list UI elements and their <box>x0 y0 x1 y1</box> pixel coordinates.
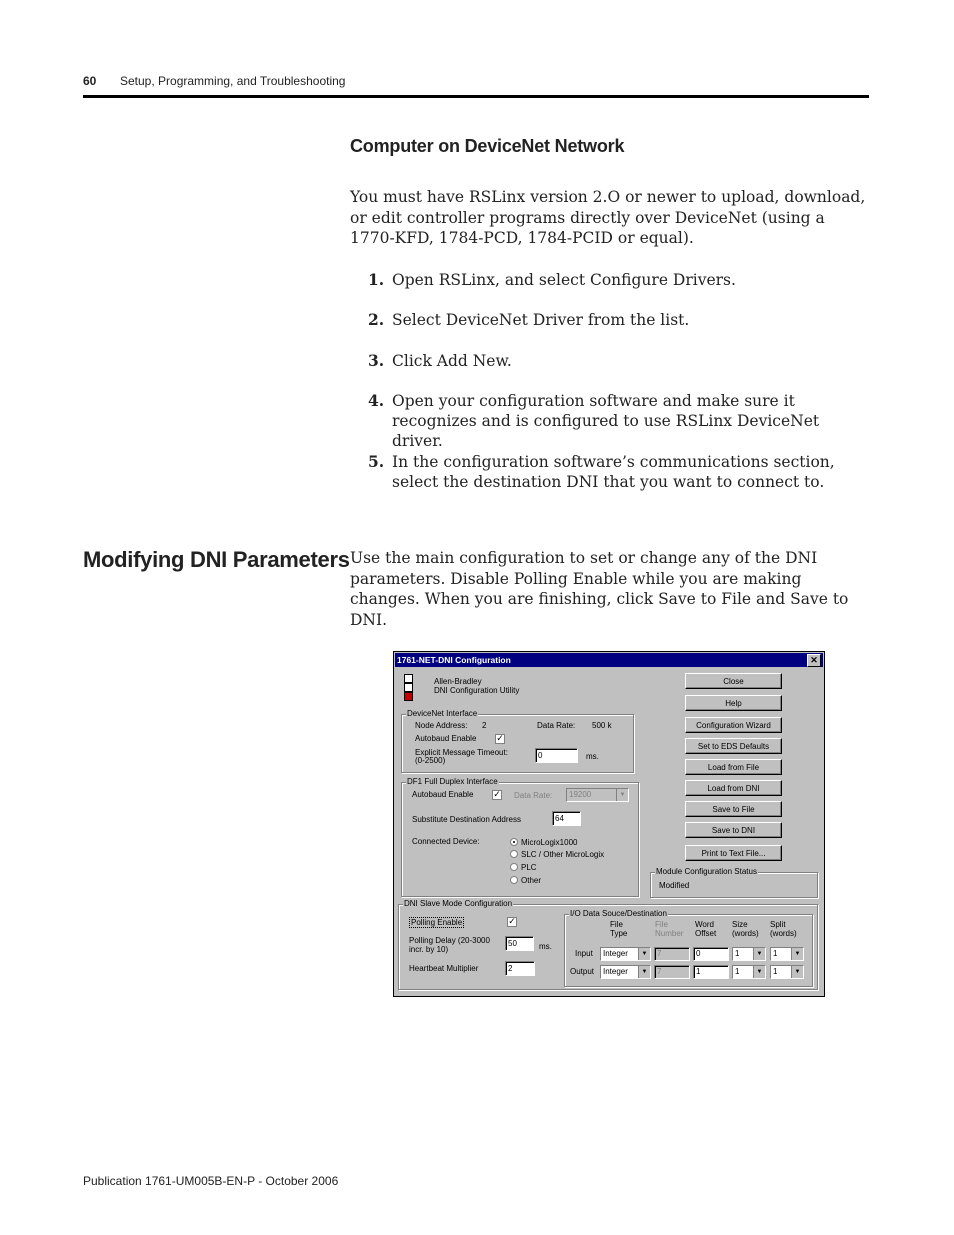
step-2 <box>368 310 868 330</box>
header-rule <box>83 95 869 98</box>
devicenet-group <box>401 709 634 773</box>
input-file-type-select[interactable] <box>600 947 651 961</box>
step-5 <box>368 452 868 492</box>
module-status-value: Modified <box>659 881 690 890</box>
col-split: Split <box>770 920 786 929</box>
output-row-label: Output <box>570 967 595 976</box>
polling-enable-label: Polling Enable <box>411 918 463 927</box>
polling-delay-input[interactable]: 50 <box>505 936 534 951</box>
data-rate-label: Data Rate: <box>537 721 576 730</box>
heartbeat-input[interactable]: 2 <box>505 961 535 976</box>
explicit-timeout-range: (0-2500) <box>415 756 446 765</box>
chevron-down-icon: ▼ <box>753 948 765 960</box>
input-size-select[interactable] <box>732 947 766 961</box>
device-option-label: PLC <box>521 863 537 872</box>
step-1 <box>368 270 868 290</box>
polling-delay-unit: ms. <box>539 942 552 951</box>
subst-dest-label: Substitute Destination Address <box>412 815 521 824</box>
col-size: Size <box>732 920 748 929</box>
explicit-timeout-input[interactable]: 0 <box>535 748 578 763</box>
io-group-title: I/O Data Souce/Destination <box>570 909 667 918</box>
chevron-down-icon: ▼ <box>616 789 628 801</box>
node-address-label: Node Address: <box>415 721 468 730</box>
polling-enable-checkbox[interactable]: ✓ <box>508 917 516 927</box>
df1-data-rate-select[interactable] <box>566 788 629 802</box>
close-icon[interactable]: ✕ <box>807 654 821 667</box>
save-to-dni-button[interactable]: Save to DNI <box>685 822 782 838</box>
eds-defaults-button[interactable]: Set to EDS Defaults <box>685 738 782 754</box>
ab-logo-icon <box>404 674 418 700</box>
input-split-select[interactable] <box>770 947 804 961</box>
chevron-down-icon: ▼ <box>791 966 803 978</box>
output-file-number-input[interactable]: 7 <box>654 965 690 979</box>
explicit-timeout-unit: ms. <box>586 752 599 761</box>
radio-other[interactable] <box>510 876 518 884</box>
step-text: Open RSLinx, and select Configure Drivers. <box>392 271 736 289</box>
load-from-dni-button[interactable]: Load from DNI <box>685 780 782 796</box>
output-size-value: 1 <box>735 967 740 976</box>
output-file-type-select[interactable] <box>600 965 651 979</box>
connected-device-label: Connected Device: <box>412 837 480 846</box>
chevron-down-icon: ▼ <box>638 966 650 978</box>
subst-dest-input[interactable]: 64 <box>552 811 581 826</box>
df1-group <box>401 777 639 897</box>
polling-delay-range: incr. by 10) <box>409 945 449 954</box>
data-rate-value: 500 k <box>592 721 612 730</box>
help-button[interactable]: Help <box>685 695 782 711</box>
output-split-select[interactable] <box>770 965 804 979</box>
explicit-timeout-label: Explicit Message Timeout: <box>415 748 508 757</box>
col-file-type: File <box>610 920 623 929</box>
col-file-type-sub: Type <box>610 929 628 938</box>
step-text: Select DeviceNet Driver from the list. <box>392 311 690 329</box>
col-file-number: File <box>655 920 668 929</box>
device-option-label: SLC / Other MicroLogix <box>521 850 605 859</box>
df1-data-rate-value: 19200 <box>569 790 592 799</box>
dialog-title: 1761-NET-DNI Configuration <box>397 655 511 665</box>
step-number: 2. <box>368 310 385 329</box>
page-number: 60 <box>83 74 97 88</box>
col-split-sub: (words) <box>770 929 797 938</box>
col-word-offset-sub: Offset <box>695 929 717 938</box>
computer-heading: Computer on DeviceNet Network <box>350 136 625 156</box>
output-split-value: 1 <box>773 967 778 976</box>
input-file-type-value: Integer <box>603 949 628 958</box>
slave-mode-group <box>398 899 818 990</box>
input-word-offset-input[interactable]: 0 <box>693 947 729 961</box>
publication-footer: Publication 1761-UM005B-EN-P - October 2006 <box>83 1174 339 1188</box>
step-3 <box>368 351 868 371</box>
df1-autobaud-label: Autobaud Enable <box>412 790 474 799</box>
close-button[interactable]: Close <box>685 673 782 689</box>
radio-slc-micrologix[interactable] <box>510 850 518 858</box>
col-word-offset: Word <box>695 920 714 929</box>
df1-autobaud-checkbox[interactable]: ✓ <box>493 790 501 800</box>
output-word-offset-input[interactable]: 1 <box>693 965 729 979</box>
brand-line2: DNI Configuration Utility <box>434 686 520 695</box>
step-text: Click Add New. <box>392 352 512 370</box>
step-text: In the configuration software’s communications section, select the destination DNI that you want to connect to. <box>392 453 835 491</box>
step-number: 4. <box>368 391 385 410</box>
radio-micrologix1000[interactable] <box>510 838 518 846</box>
slave-mode-title: DNI Slave Mode Configuration <box>404 899 513 908</box>
module-status-title: Module Configuration Status <box>656 867 757 876</box>
dni-config-dialog <box>393 651 825 997</box>
device-option-label: Other <box>521 876 542 885</box>
dn-autobaud-checkbox[interactable]: ✓ <box>496 734 504 744</box>
io-group <box>564 909 813 987</box>
load-from-file-button[interactable]: Load from File <box>685 759 782 775</box>
df1-data-rate-label: Data Rate: <box>514 791 553 800</box>
df1-group-title: DF1 Full Duplex Interface <box>407 777 498 786</box>
input-split-value: 1 <box>773 949 778 958</box>
col-size-sub: (words) <box>732 929 759 938</box>
print-to-text-file-button[interactable]: Print to Text File... <box>685 845 782 861</box>
chevron-down-icon: ▼ <box>753 966 765 978</box>
configuration-wizard-button[interactable]: Configuration Wizard <box>685 717 782 733</box>
devicenet-group-title: DeviceNet Interface <box>407 709 478 718</box>
device-option-label: MicroLogix1000 <box>521 838 578 847</box>
dn-autobaud-label: Autobaud Enable <box>415 734 477 743</box>
input-file-number-input[interactable]: 7 <box>654 947 690 961</box>
output-file-type-value: Integer <box>603 967 628 976</box>
computer-intro: You must have RSLinx version 2.O or newer to upload, download, or edit controller programs directly over DeviceNet (using a 1770-KFD, 1784-PCD, 1784-PCID or equal). <box>350 188 866 247</box>
chevron-down-icon: ▼ <box>791 948 803 960</box>
node-address-value: 2 <box>482 721 487 730</box>
heartbeat-label: Heartbeat Multiplier <box>409 964 479 973</box>
module-status-group <box>650 867 818 898</box>
step-number: 1. <box>368 270 385 289</box>
polling-delay-label: Polling Delay (20-3000 <box>409 936 490 945</box>
step-number: 3. <box>368 351 385 370</box>
chevron-down-icon: ▼ <box>638 948 650 960</box>
step-4 <box>368 391 868 451</box>
modify-body: Use the main configuration to set or change any of the DNI parameters. Disable Polling Enable while you are making changes. When you are finishing, click Save to File and Save to DNI. <box>350 549 849 629</box>
step-number: 5. <box>368 452 385 471</box>
section-title: Setup, Programming, and Troubleshooting <box>120 74 346 88</box>
save-to-file-button[interactable]: Save to File <box>685 801 782 817</box>
modify-heading: Modifying DNI Parameters <box>83 547 350 572</box>
output-size-select[interactable] <box>732 965 766 979</box>
dialog-titlebar <box>395 653 823 667</box>
input-size-value: 1 <box>735 949 740 958</box>
col-file-number-sub: Number <box>655 929 684 938</box>
brand-line1: Allen-Bradley <box>434 677 482 686</box>
radio-plc[interactable] <box>510 863 518 871</box>
step-text: Open your configuration software and make sure it recognizes and is configured to use RSLinx DeviceNet driver. <box>392 392 820 450</box>
input-row-label: Input <box>575 949 593 958</box>
